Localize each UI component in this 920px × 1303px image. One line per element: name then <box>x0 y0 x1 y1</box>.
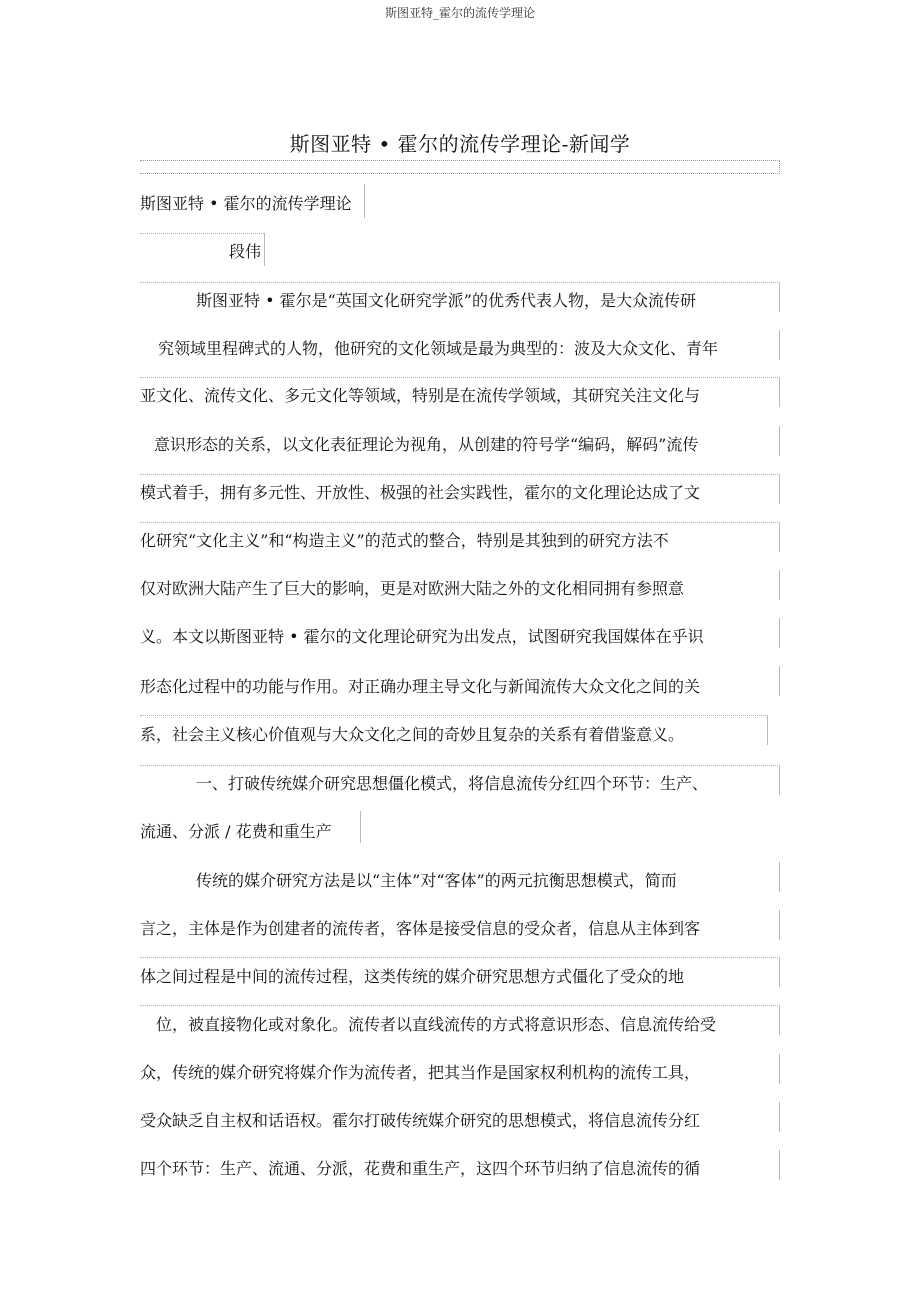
paragraph-frame-mark <box>140 957 780 958</box>
paragraph-frame-mark <box>140 522 780 523</box>
paragraph-line: 仅对欧洲大陆产生了巨大的影响，更是对欧洲大陆之外的文化相同拥有参照意 <box>140 579 685 598</box>
paragraph-frame-mark <box>779 330 780 360</box>
heading-frame-mark <box>779 765 780 795</box>
document-subtitle: 斯图亚特 • 霍尔的流传学理论 <box>140 194 352 213</box>
paragraph-line: 四个环节：生产、流通、分派，花费和重生产，这四个环节归纳了信息流传的循 <box>140 1159 701 1178</box>
paragraph-frame-mark <box>140 282 780 283</box>
subtitle-frame-mark <box>364 184 365 218</box>
paragraph-frame-mark <box>779 474 780 504</box>
paragraph-frame-mark <box>779 282 780 312</box>
paragraph-frame-mark <box>779 1102 780 1132</box>
paragraph-frame-mark <box>779 910 780 940</box>
paragraph-frame-mark <box>779 666 780 696</box>
paragraph-line: 亚文化、流传文化、多元文化等领域，特别是在流传学领域，其研究关注文化与 <box>140 386 701 405</box>
paragraph-frame-mark <box>767 715 768 745</box>
heading-frame-mark <box>140 765 780 766</box>
paragraph-frame-mark <box>140 1005 780 1006</box>
paragraph-frame-mark <box>779 618 780 648</box>
section-heading-line: 流通、分派 / 花费和重生产 <box>140 822 332 841</box>
paragraph-frame-mark <box>779 522 780 552</box>
author-frame-mark <box>264 233 265 266</box>
paragraph-line: 模式着手，拥有多元性、开放性、极强的社会实践性，霍尔的文化理论达成了文 <box>140 483 701 502</box>
paragraph-line: 化研究“文化主义”和“构造主义”的范式的整合，特别是其独到的研究方法不 <box>140 531 669 550</box>
paragraph-line: 意识形态的关系，以文化表征理论为视角，从创建的符号学“编码，解码”流传 <box>154 435 699 454</box>
section-heading-line: 一、打破传统媒介研究思想僵化模式，将信息流传分红四个环节：生产、 <box>196 774 709 793</box>
paragraph-line: 言之，主体是作为创建者的流传者，客体是接受信息的受众者，信息从主体到客 <box>140 919 701 938</box>
paragraph-frame-mark <box>779 1054 780 1084</box>
paragraph-line: 受众缺乏自主权和话语权。霍尔打破传统媒介研究的思想模式，将信息流传分红 <box>140 1111 701 1130</box>
paragraph-line: 究领域里程碑式的人物，他研究的文化领域是最为典型的：波及大众文化、青年 <box>158 339 719 358</box>
document-title: 斯图亚特 • 霍尔的流传学理论-新闻学 <box>289 132 631 156</box>
paragraph-frame-mark <box>779 426 780 456</box>
paragraph-frame-mark <box>779 1005 780 1035</box>
paragraph-line: 位，被直接物化或对象化。流传者以直线流传的方式将意识形态、信息流传给受 <box>156 1015 717 1034</box>
title-divider <box>140 160 780 174</box>
paragraph-line: 形态化过程中的功能与作用。对正确办理主导文化与新闻流传大众文化之间的关 <box>140 677 701 696</box>
paragraph-frame-mark <box>779 570 780 600</box>
paragraph-frame-mark <box>779 862 780 892</box>
paragraph-line: 义。本文以斯图亚特 • 霍尔的文化理论研究为出发点，试图研究我国媒体在乎识 <box>140 627 704 646</box>
paragraph-frame-mark <box>779 377 780 407</box>
paragraph-line: 系，社会主义核心价值观与大众文化之间的奇妙且复杂的关系有着借鉴意义。 <box>140 725 685 744</box>
paragraph-frame-mark <box>779 957 780 987</box>
paragraph-line: 斯图亚特 • 霍尔是“英国文化研究学派”的优秀代表人物，是大众流传研 <box>196 291 696 310</box>
running-header: 斯图亚特_霍尔的流传学理论 <box>384 6 535 20</box>
paragraph-frame-mark <box>140 474 780 475</box>
paragraph-line: 众，传统的媒介研究将媒介作为流传者，把其当作是国家权利机构的流传工具， <box>140 1063 701 1082</box>
paragraph-line: 体之间过程是中间的流传过程，这类传统的媒介研究思想方式僵化了受众的地 <box>140 967 685 986</box>
author-frame-mark <box>140 233 264 234</box>
paragraph-frame-mark <box>140 715 768 716</box>
paragraph-line: 传统的媒介研究方法是以“主体”对“客体”的两元抗衡思想模式，简而 <box>196 871 677 890</box>
paragraph-frame-mark <box>779 1150 780 1180</box>
author-name: 段伟 <box>229 242 262 261</box>
heading-frame-mark <box>360 811 361 843</box>
paragraph-frame-mark <box>140 377 780 378</box>
